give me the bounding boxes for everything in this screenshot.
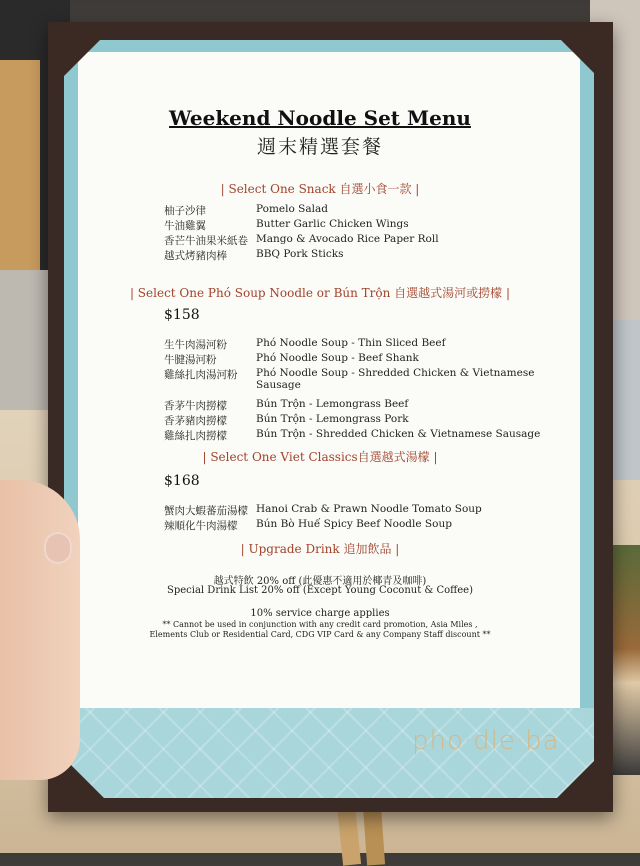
background-wood-block [0, 60, 40, 270]
menu-item-en: Hanoi Crab & Prawn Noodle Tomato Soup [256, 503, 482, 515]
section-header-viet: | Select One Viet Classics自選越式湯檬 | [202, 450, 438, 464]
section-header-snack: | Select One Snack 自選小食一款 | [220, 182, 420, 196]
menu-content [78, 52, 580, 708]
price-168: $168 [164, 473, 200, 489]
menu-item-en: Phó Noodle Soup - Thin Sliced Beef [256, 337, 446, 349]
menu-item-en: Phó Noodle Soup - Beef Shank [256, 352, 419, 364]
fine-print: ** Cannot be used in conjunction with any credit card promotion, Asia Miles , [162, 620, 478, 629]
section-header-pho: | Select One Phó Soup Noodle or Bún Trộn 自選越式湯河或撈檬 | [129, 286, 511, 300]
service-charge: 10% service charge applies [250, 608, 390, 619]
menu-title-zh: 週末精選套餐 [256, 136, 383, 158]
menu-item-en: BBQ Pork Sticks [256, 248, 344, 260]
menu-item-en: Pomelo Salad [256, 203, 328, 215]
menu-item-en: Bún Trộn - Lemongrass Pork [256, 413, 409, 425]
drink-offer-zh: 越式特飲 20% off (此優惠不適用於椰青及咖啡) [213, 576, 427, 587]
menu-item-en: Mango & Avocado Rice Paper Roll [256, 233, 439, 245]
menu-title: Weekend Noodle Set Menu [169, 106, 471, 130]
fine-print: Elements Club or Residential Card, CDG VIP Card & any Company Staff discount ** [149, 630, 491, 639]
menu-item-zh: 香芒牛油果米紙卷 [164, 235, 248, 247]
menu-item-zh: 香茅豬肉撈檬 [164, 415, 227, 427]
menu-item-zh: 香茅牛肉撈檬 [164, 400, 227, 412]
menu-item-zh: 雞絲扎肉撈檬 [164, 430, 227, 442]
menu-item-en: Phó Noodle Soup - Shredded Chicken & Vietnamese Sausage [256, 367, 535, 391]
menu-item-zh: 牛油雞翼 [164, 220, 206, 232]
drink-offer-en: Special Drink List 20% off (Except Young Coconut & Coffee) [167, 585, 473, 596]
menu-item-zh: 生牛肉湯河粉 [164, 339, 227, 351]
menu-item-zh: 蟹肉大蝦蕃茄湯檬 [164, 505, 248, 517]
menu-item-en: Butter Garlic Chicken Wings [256, 218, 409, 230]
menu-item-zh: 雞絲扎肉湯河粉 [164, 369, 238, 381]
menu-item-zh: 越式烤豬肉棒 [164, 250, 227, 262]
menu-item-en: Bún Trộn - Lemongrass Beef [256, 398, 409, 410]
section-header-drink: | Upgrade Drink 追加飲品 | [240, 542, 400, 556]
brand-logo: pho·dle·ba [412, 726, 560, 756]
menu-item-en: Bún Bò Huế Spicy Beef Noodle Soup [256, 518, 452, 530]
menu-item-zh: 柚子沙律 [164, 205, 206, 217]
menu-item-zh: 牛腱湯河粉 [164, 354, 217, 366]
price-158: $158 [164, 307, 200, 323]
menu-item-en: Bún Trộn - Shredded Chicken & Vietnamese Sausage [256, 428, 541, 440]
menu-item-zh: 辣順化牛肉湯檬 [164, 520, 238, 532]
folder-corner [543, 742, 613, 812]
